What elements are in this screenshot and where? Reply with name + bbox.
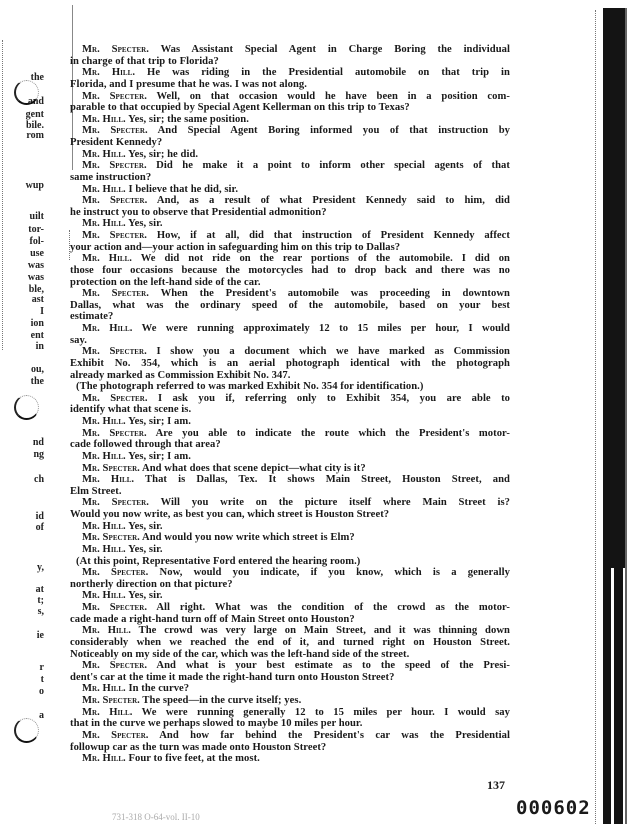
margin-fragment: ion [30, 318, 44, 329]
text-line [70, 497, 510, 509]
line-text: Will you write on the picture itself where Main Street is? [160, 497, 511, 509]
text-line [70, 428, 510, 440]
line-text: protection on the left-hand side of the car. [70, 276, 261, 288]
text-line [70, 195, 510, 207]
margin-fragment: uilt [29, 211, 44, 222]
text-line [70, 590, 510, 602]
line-text: The crowd was very large on Main Street, and it was thinning down [138, 625, 510, 637]
speaker-name: Mr. Hill. [82, 520, 126, 532]
line-text: We were running generally 12 to 15 miles per hour. I would say [141, 706, 510, 718]
text-line [70, 253, 510, 265]
speaker-name: Mr. Hill. [82, 183, 126, 195]
margin-fragment: tor- [28, 224, 44, 235]
speaker-name: Mr. Specter. [82, 660, 148, 672]
margin-fragment: ble, [28, 284, 44, 295]
margin-fragment: ch [34, 474, 44, 485]
margin-fragment: rom [26, 130, 44, 141]
margin-fragment: and [27, 96, 44, 107]
text-line [70, 218, 510, 230]
text-line [70, 683, 510, 695]
margin-fragment: in [35, 341, 44, 352]
margin-fragment: y, [37, 562, 44, 573]
line-text: cade followed through that area? [70, 439, 221, 451]
speaker-name: Mr. Specter. [82, 125, 148, 137]
text-line [70, 335, 510, 347]
text-line [70, 730, 510, 742]
speaker-name: Mr. Hill. [82, 253, 132, 265]
text-line [70, 544, 510, 556]
text-line [70, 184, 510, 196]
margin-fragment: t; [37, 595, 44, 606]
text-line [70, 358, 510, 370]
punch-hole-icon [14, 718, 39, 743]
line-text: Now, would you indicate, if you know, which is a generally [159, 567, 510, 579]
text-line [70, 149, 510, 161]
speaker-name: Mr. Hill. [82, 706, 133, 718]
speaker-name: Mr. Specter. [82, 567, 149, 579]
line-text: (At this point, Representative Ford entered the hearing room.) [76, 555, 361, 567]
margin-fragment: wup [25, 180, 44, 191]
margin-fragment: nd [32, 437, 44, 448]
speaker-name: Mr. Specter. [82, 532, 140, 544]
margin-fragment: s, [37, 606, 44, 617]
speaker-name: Mr. Specter. [82, 230, 148, 241]
line-text: (The photograph referred to was marked Exhibit No. 354 for identification.) [76, 381, 424, 393]
speaker-name: Mr. Specter. [82, 288, 149, 300]
line-text: in charge of that trip to Florida? [70, 55, 219, 67]
speaker-name: Mr. Hill. [82, 323, 133, 334]
line-text: say. [70, 334, 87, 346]
text-line [70, 695, 510, 707]
speaker-name: Mr. Hill. [82, 218, 126, 230]
text-line [70, 532, 510, 544]
line-text: I believe that he did, sir. [128, 183, 239, 195]
text-line [70, 44, 510, 56]
text-line [70, 486, 510, 498]
text-line [70, 742, 510, 754]
text-line [70, 323, 510, 335]
line-text: The speed—in the curve itself; yes. [142, 695, 302, 706]
margin-fragment: was [27, 272, 44, 283]
line-text: How, if at all, did that instruction of President Kennedy affect [156, 230, 511, 241]
line-text: your action and—your action in safeguarding him on this trip to Dallas? [70, 241, 401, 253]
margin-fragment: ast [31, 294, 44, 305]
speaker-name: Mr. Hill. [82, 543, 126, 555]
speaker-name: Mr. Specter. [82, 729, 149, 741]
speaker-name: Mr. Specter. [82, 497, 149, 509]
text-line [70, 79, 510, 91]
line-text: those four occasions because the motorcycles had to drop back and there was no [70, 264, 510, 276]
scan-edge-bar [603, 568, 611, 824]
text-line [70, 614, 510, 626]
speaker-name: Mr. Specter. [82, 602, 148, 613]
line-text: Exhibit No. 354, which is an aerial photograph identical with the photograph [70, 357, 510, 369]
scan-edge-line [595, 10, 596, 824]
text-line [70, 242, 510, 254]
text-line [70, 56, 510, 68]
text-line [70, 125, 510, 137]
margin-fragment: bile. [25, 120, 44, 131]
margin-fragment: o [39, 686, 44, 697]
text-line [70, 474, 510, 486]
text-line [70, 207, 510, 219]
line-text: Yes, sir; he did. [128, 148, 199, 160]
text-line [70, 649, 510, 661]
speaker-name: Mr. Hill. [82, 113, 126, 125]
text-line [70, 393, 510, 405]
line-text: Well, on that occasion would he have been in a position com- [156, 90, 510, 102]
margin-fragment: was [27, 260, 44, 271]
line-text: President Kennedy? [70, 137, 163, 148]
scan-edge-bar [603, 8, 627, 568]
margin-fragment: t [40, 674, 44, 685]
text-line [70, 509, 510, 521]
line-text: In the curve? [128, 683, 190, 695]
line-text: I ask you if, referring only to Exhibit 354, you are able to [157, 392, 510, 404]
text-line [70, 137, 510, 149]
text-line [70, 439, 510, 451]
text-line [70, 288, 510, 300]
text-line [70, 718, 510, 730]
margin-fragment: ent [30, 330, 44, 341]
line-text: I show you a document which we have marked as Commission [156, 346, 510, 358]
line-text: And what does that scene depict—what city is it? [142, 462, 366, 474]
scan-edge-bar [625, 8, 627, 824]
testimony-text [70, 44, 510, 765]
text-line [70, 660, 510, 672]
text-line [70, 625, 510, 637]
line-text: northerly direction on that picture? [70, 578, 233, 590]
line-text: We were running approximately 12 to 15 miles per hour, I would [141, 323, 510, 334]
speaker-name: Mr. Specter. [82, 44, 149, 55]
text-line [70, 579, 510, 591]
line-text: Yes, sir; I am. [128, 416, 191, 427]
line-text: parable to that occupied by Special Agent Kellerman on this trip to Texas? [70, 102, 410, 114]
page-number: 137 [487, 778, 505, 792]
speaker-name: Mr. Specter. [82, 695, 140, 706]
speaker-name: Mr. Hill. [82, 474, 135, 486]
line-text: Florida, and I presume that he was. I was not along. [70, 78, 307, 90]
margin-fragment: ng [33, 449, 44, 460]
line-text: And how far behind the President's car was the Presidential [159, 729, 510, 741]
line-text: And would you now write which street is Elm? [142, 532, 355, 544]
margin-fragment: ou, [30, 364, 44, 375]
line-text: followup car as the turn was made onto Houston Street? [70, 741, 327, 753]
line-text: Are you able to indicate the route which the President's motor- [155, 427, 510, 439]
document-stamp-number: 000602 [516, 797, 591, 819]
text-line [70, 91, 510, 103]
speaker-name: Mr. Hill. [82, 590, 126, 602]
margin-fragment: a [39, 710, 44, 721]
scan-edge-bar [614, 568, 623, 824]
line-text: And Special Agent Boring informed you of that instruction by [157, 125, 510, 137]
print-footer: 731-318 O-64-vol. II-10 [112, 812, 200, 822]
line-text: Yes, sir; I am. [128, 450, 191, 462]
text-line [70, 381, 510, 393]
speaker-name: Mr. Specter. [82, 427, 147, 439]
margin-fragment: the [30, 72, 44, 83]
speaker-name: Mr. Hill. [82, 625, 131, 637]
margin-fragment: ie [36, 630, 44, 641]
text-line [70, 753, 510, 765]
text-line [70, 265, 510, 277]
line-text: Did he make it a point to inform other special agents of that [156, 160, 510, 172]
line-text: cade made a right-hand turn off of Main Street onto Houston? [70, 613, 355, 625]
text-line [70, 637, 510, 649]
speaker-name: Mr. Hill. [82, 753, 126, 765]
speaker-name: Mr. Specter. [82, 392, 148, 404]
line-text: All right. What was the condition of the crowd as the motor- [156, 602, 510, 613]
line-text: Would you now write, as best you can, which street is Houston Street? [70, 509, 390, 520]
text-line [70, 672, 510, 684]
line-text: dent's car at the time it made the right-hand turn onto Houston Street? [70, 671, 395, 683]
speaker-name: Mr. Hill. [82, 683, 126, 695]
text-line [70, 463, 510, 475]
margin-fragment: fol- [29, 236, 44, 247]
text-line [70, 230, 510, 242]
text-line [70, 451, 510, 463]
line-text: We did not ride on the rear portions of the automobile. I did on [140, 253, 510, 265]
line-text: Yes, sir. [128, 590, 163, 602]
text-line [70, 277, 510, 289]
text-line [70, 300, 510, 312]
speaker-name: Mr. Specter. [82, 462, 140, 474]
text-line [70, 172, 510, 184]
line-text: that in the curve we perhaps slowed to maybe 10 miles per hour. [70, 718, 363, 730]
punch-hole-icon [14, 395, 39, 420]
speaker-name: Mr. Hill. [82, 416, 126, 427]
line-text: same instruction? [70, 171, 152, 183]
text-line [70, 67, 510, 79]
text-line [70, 567, 510, 579]
line-text: Yes, sir; the same position. [128, 113, 249, 125]
text-line [70, 346, 510, 358]
margin-fragment: the [30, 376, 44, 387]
text-line [70, 114, 510, 126]
margin-fragment: use [30, 248, 44, 259]
margin-fragment: I [40, 306, 44, 317]
text-line [70, 556, 510, 568]
speaker-name: Mr. Hill. [82, 67, 136, 79]
margin-fragment: r [39, 662, 44, 673]
text-line [70, 521, 510, 533]
line-text: And, as a result of what President Kennedy said to him, did [156, 195, 510, 207]
margin-fragment: id [35, 511, 44, 522]
line-text: Yes, sir. [128, 543, 163, 555]
line-text: he instruct you to observe that Presidential admonition? [70, 206, 327, 218]
line-text: Dallas, what was the ordinary speed of the automobile, based on your best [70, 299, 510, 311]
line-text: estimate? [70, 311, 114, 323]
text-line [70, 370, 510, 382]
line-text: He was riding in the Presidential automobile on that trip in [147, 67, 510, 79]
line-text: Elm Street. [70, 485, 122, 497]
line-text: And what is your best estimate as to the speed of the Presi- [156, 660, 510, 672]
speaker-name: Mr. Hill. [82, 450, 126, 462]
text-line [70, 311, 510, 323]
line-text: Noticeably on my side of the car, which was the left-hand side of the street. [70, 648, 410, 660]
line-text: Was Assistant Special Agent in Charge Boring the individual [160, 44, 510, 55]
text-line [70, 404, 510, 416]
line-text: Yes, sir. [128, 218, 163, 230]
margin-fragment: of [35, 522, 44, 533]
line-text: considerably when we reached the end of it, and turned right on Houston Street. [70, 636, 510, 648]
line-text: identify what that scene is. [70, 404, 192, 416]
line-text: When the President's automobile was proceeding in downtown [160, 288, 510, 300]
speaker-name: Mr. Specter. [82, 90, 147, 102]
margin-fragment: gent [25, 109, 44, 120]
speaker-name: Mr. Hill. [82, 148, 126, 160]
line-text: Four to five feet, at the most. [128, 753, 260, 765]
text-line [70, 707, 510, 719]
speaker-name: Mr. Specter. [82, 160, 147, 172]
text-line [70, 602, 510, 614]
text-line [70, 416, 510, 428]
line-text: Yes, sir. [128, 520, 163, 532]
margin-fragment: at [35, 584, 44, 595]
line-text: That is Dallas, Tex. It shows Main Street, Houston Street, and [145, 474, 510, 486]
speaker-name: Mr. Specter. [82, 346, 147, 358]
speaker-name: Mr. Specter. [82, 195, 148, 207]
text-line [70, 102, 510, 114]
line-text: already marked as Commission Exhibit No. 347. [70, 369, 291, 381]
text-line [70, 160, 510, 172]
punch-hole-icon [14, 80, 39, 105]
